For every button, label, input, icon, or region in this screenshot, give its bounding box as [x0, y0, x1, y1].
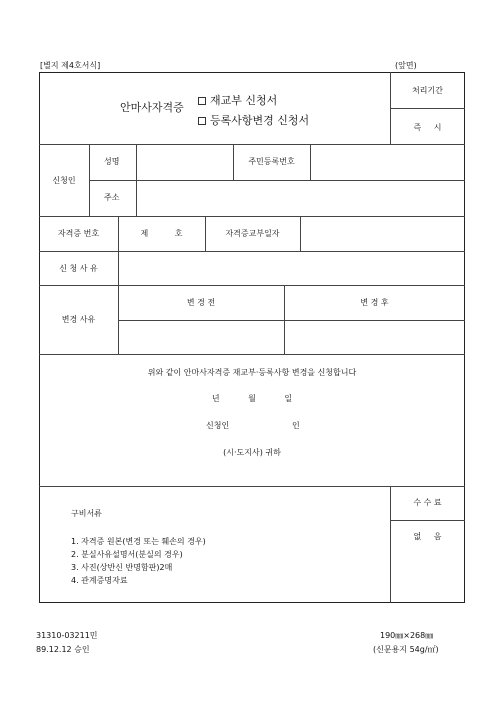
- divider: [39, 486, 465, 487]
- checkbox-reissue[interactable]: [198, 97, 206, 105]
- signer-label: 신청인: [206, 421, 230, 430]
- resident-number-label: 주민등록번호: [248, 157, 295, 166]
- divider: [39, 144, 465, 145]
- required-document-item: 2. 분실사유설명서(분실의 경우): [71, 550, 183, 559]
- approval-date: 89.12.12 승인: [36, 645, 90, 654]
- divider: [89, 180, 465, 181]
- fee-label: 수 수 료: [413, 498, 442, 507]
- processing-period-label: 처리기간: [412, 86, 443, 95]
- option-change-label: 등록사항변경 신청서: [210, 114, 310, 127]
- divider: [390, 72, 391, 144]
- name-label: 성명: [104, 157, 120, 166]
- divider: [390, 108, 465, 109]
- addressee: (시·도지사) 귀하: [223, 448, 281, 457]
- applicant-label: 신청인: [52, 176, 76, 185]
- processing-period-value: 즉 시: [413, 123, 442, 132]
- application-form: [39, 72, 465, 603]
- before-change-label: 변 경 전: [186, 298, 216, 307]
- divider: [39, 216, 465, 217]
- divider: [118, 320, 465, 321]
- paper-type: (신문용지 54g/㎡): [373, 645, 439, 654]
- option-reissue: [198, 94, 277, 107]
- option-change: [198, 114, 309, 127]
- form-code: 31310-03211민: [36, 631, 98, 640]
- license-number-field[interactable]: 제 호: [140, 229, 183, 238]
- change-reason-label: 변경 사유: [61, 315, 96, 324]
- divider: [39, 251, 465, 252]
- divider: [39, 285, 465, 286]
- address-label: 주소: [104, 193, 120, 202]
- divider: [284, 285, 285, 354]
- page-side-label: (앞면): [395, 61, 417, 70]
- fee-value: 없 음: [413, 532, 442, 541]
- divider: [136, 144, 137, 216]
- required-document-item: 1. 자격증 원본(변경 또는 훼손의 경우): [71, 537, 206, 546]
- required-documents-title: 구비서류: [71, 509, 102, 518]
- checkbox-change[interactable]: [198, 117, 206, 125]
- option-reissue-label: 재교부 신청서: [210, 94, 278, 107]
- divider: [300, 216, 301, 251]
- divider: [39, 354, 465, 355]
- divider: [390, 520, 465, 521]
- divider: [89, 144, 90, 216]
- application-date: 년 월 일: [211, 394, 293, 403]
- license-number-label: 자격증 번호: [57, 229, 100, 238]
- form-number: [별지 제4호서식]: [40, 61, 101, 70]
- paper-size: 190㎜×268㎜: [380, 631, 434, 640]
- application-statement: 위와 같이 안마사자격증 재교부·등록사항 변경을 신청합니다: [147, 368, 357, 377]
- required-document-item: 4. 관계증명자료: [71, 576, 128, 585]
- seal-label: 인: [292, 421, 300, 430]
- divider: [310, 144, 311, 180]
- after-change-label: 변 경 후: [360, 298, 389, 307]
- issue-date-label: 자격증교부일자: [225, 229, 280, 238]
- form-title-prefix: 안마사자격증: [120, 101, 184, 114]
- application-reason-label: 신 청 사 유: [59, 264, 98, 273]
- required-document-item: 3. 사진(상반신 반명함판)2매: [71, 563, 173, 572]
